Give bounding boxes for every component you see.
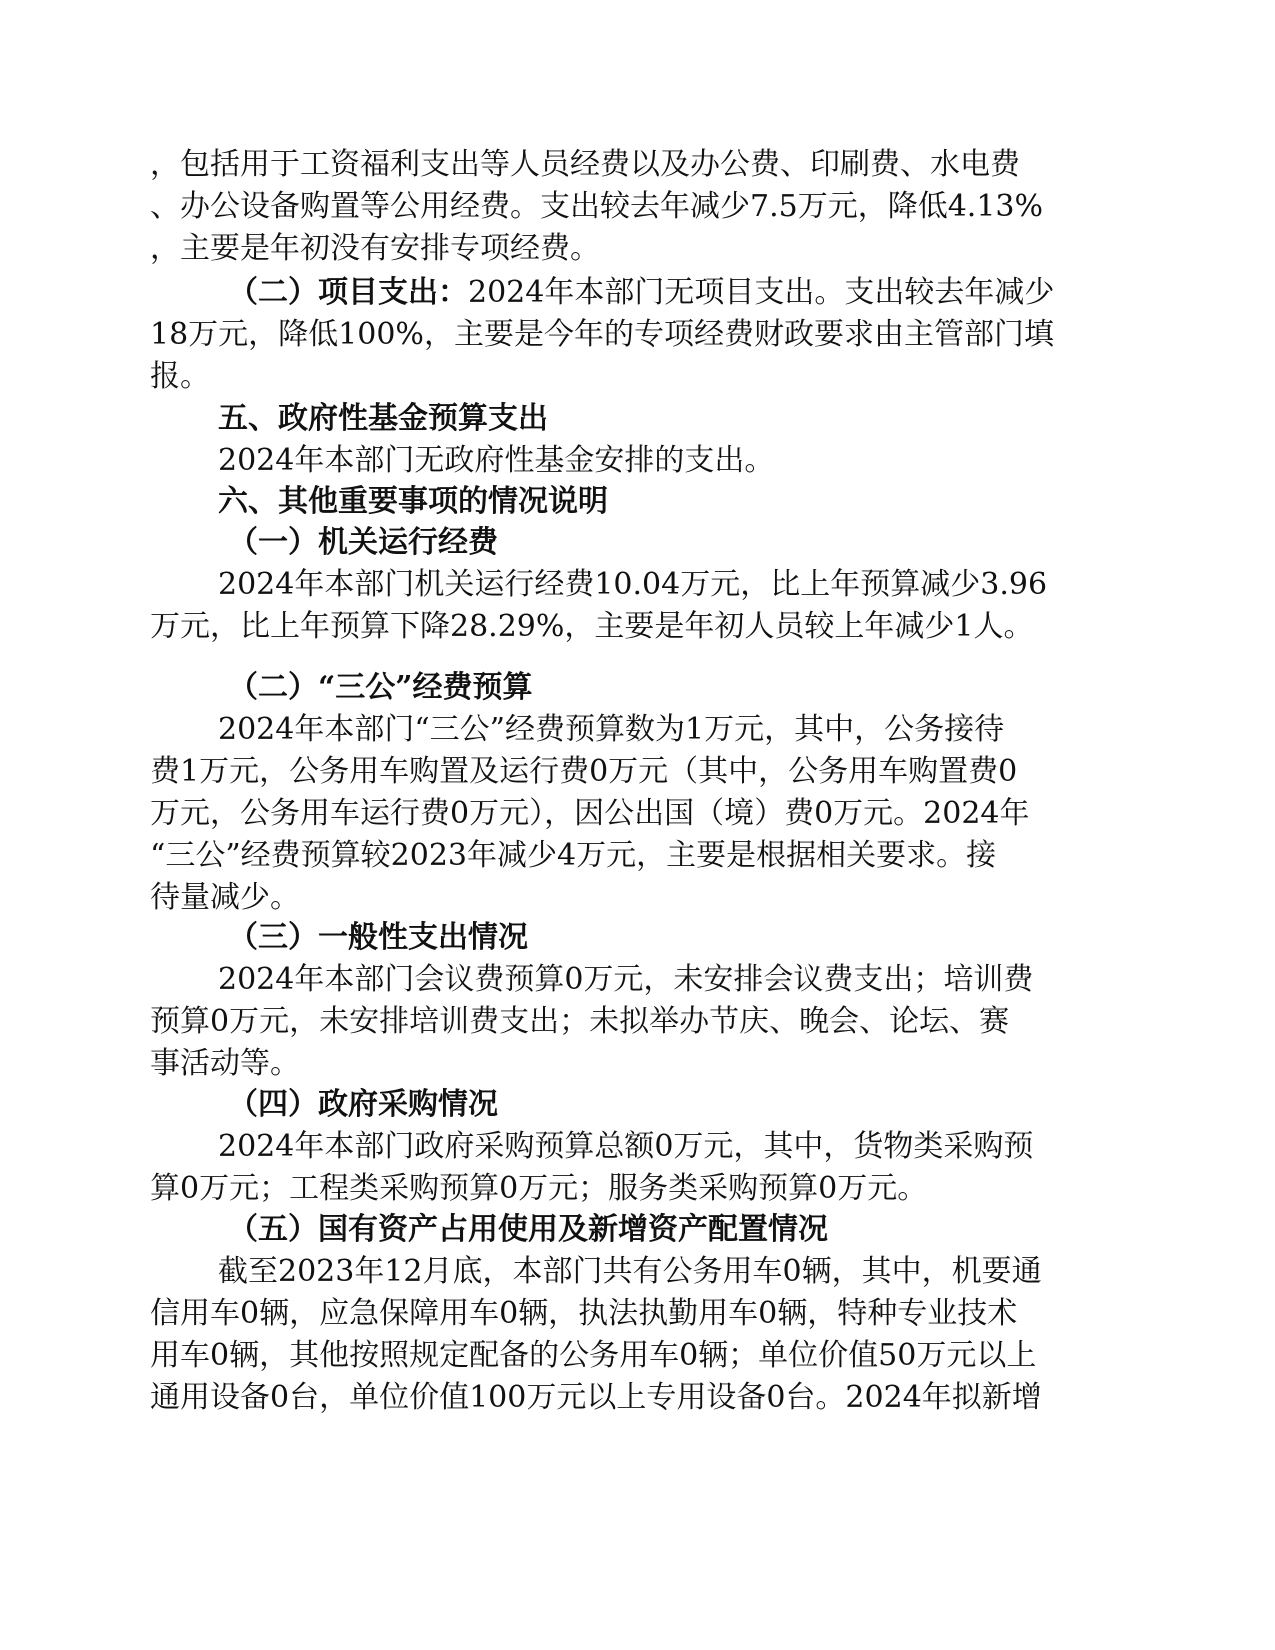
- paragraph-line: 、办公设备购置等公用经费。支出较去年减少7.5万元，降低4.13%: [150, 189, 1044, 224]
- paragraph-line: ，包括用于工资福利支出等人员经费以及办公费、印刷费、水电费: [150, 147, 1020, 182]
- section-heading: （二）项目支出：: [228, 275, 468, 310]
- paragraph-line: 2024年本部门会议费预算0万元，未安排会议费支出；培训费: [218, 962, 1034, 997]
- paragraph-line: 2024年本部门无政府性基金安排的支出。: [218, 443, 775, 478]
- paragraph-text: 2024年本部门无项目支出。支出较去年减少: [468, 275, 1055, 310]
- section-heading: 五、政府性基金预算支出: [218, 401, 548, 436]
- section-heading: （五）国有资产占用使用及新增资产配置情况: [228, 1212, 828, 1247]
- paragraph-line: 报。: [150, 359, 210, 394]
- paragraph-line: 2024年本部门政府采购预算总额0万元，其中，货物类采购预: [218, 1129, 1034, 1164]
- paragraph-line: ，主要是年初没有安排专项经费。: [150, 231, 600, 266]
- section-heading: （三）一般性支出情况: [228, 920, 528, 955]
- project-expense-line: [228, 273, 1054, 313]
- paragraph-line: 用车0辆，其他按照规定配备的公务用车0辆；单位价值50万元以上: [150, 1338, 1037, 1373]
- paragraph-line: 事活动等。: [150, 1046, 300, 1081]
- paragraph-line: 万元，比上年预算下降28.29%，主要是年初人员较上年减少1人。: [150, 609, 1034, 644]
- paragraph-line: 2024年本部门“三公”经费预算数为1万元，其中，公务接待: [218, 712, 1005, 747]
- paragraph-line: 18万元，降低100%，主要是今年的专项经费财政要求由主管部门填: [150, 317, 1054, 352]
- paragraph-line: 万元，公务用车运行费0万元），因公出国（境）费0万元。2024年: [150, 796, 1030, 831]
- paragraph-line: 预算0万元，未安排培训费支出；未拟举办节庆、晚会、论坛、赛: [150, 1004, 1010, 1039]
- section-heading: （一）机关运行经费: [228, 525, 498, 560]
- paragraph-line: “三公”经费预算较2023年减少4万元，主要是根据相关要求。接: [150, 838, 997, 873]
- paragraph-line: 通用设备0台，单位价值100万元以上专用设备0台。2024年拟新增: [150, 1380, 1042, 1415]
- paragraph-line: 截至2023年12月底，本部门共有公务用车0辆，其中，机要通: [218, 1254, 1042, 1289]
- paragraph-line: 2024年本部门机关运行经费10.04万元，比上年预算减少3.96: [218, 567, 1048, 602]
- paragraph-line: 信用车0辆，应急保障用车0辆，执法执勤用车0辆，特种专业技术: [150, 1296, 1018, 1331]
- section-heading: （四）政府采购情况: [228, 1087, 498, 1122]
- paragraph-line: 待量减少。: [150, 880, 300, 915]
- section-heading: （二）“三公”经费预算: [228, 670, 533, 705]
- section-heading: 六、其他重要事项的情况说明: [218, 484, 608, 519]
- paragraph-line: 算0万元；工程类采购预算0万元；服务类采购预算0万元。: [150, 1171, 928, 1206]
- paragraph-line: 费1万元，公务用车购置及运行费0万元（其中，公务用车购置费0: [150, 754, 1018, 789]
